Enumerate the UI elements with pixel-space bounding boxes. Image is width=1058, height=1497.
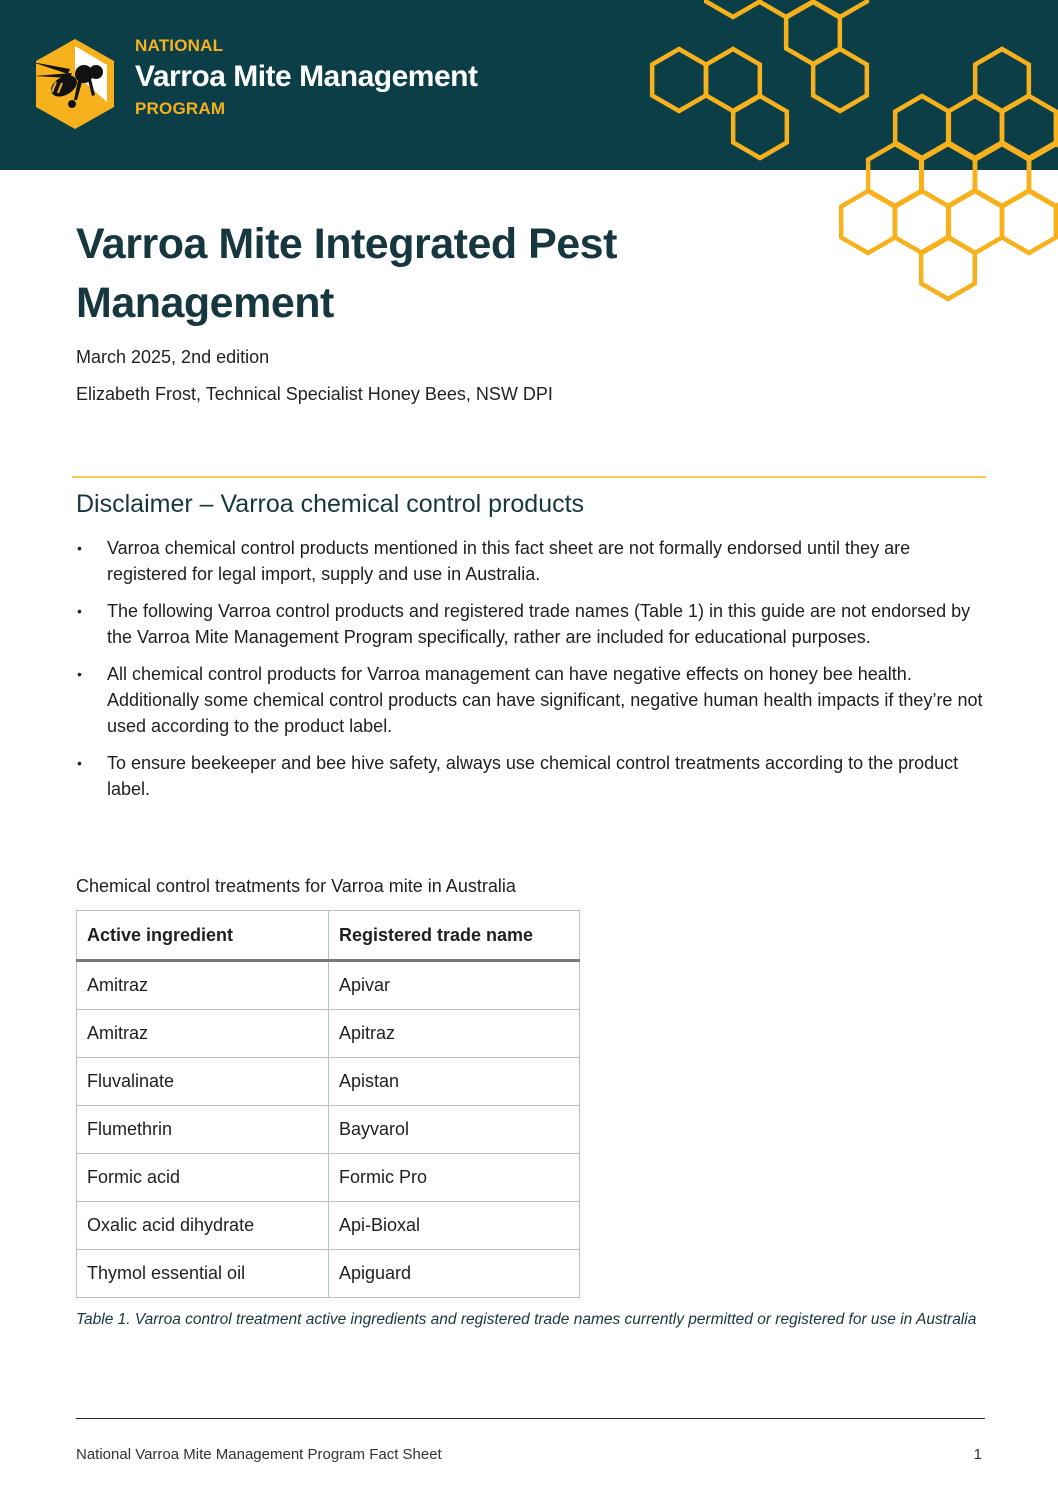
- list-item: [76, 535, 986, 587]
- table-row: [77, 1202, 580, 1250]
- disclaimer-heading: Disclaimer – Varroa chemical control products: [76, 490, 585, 518]
- bullet-text: To ensure beekeeper and bee hive safety, always use chemical control treatments according to the product label.: [107, 753, 959, 799]
- footer-divider: [76, 1418, 985, 1419]
- table-row: [77, 1106, 580, 1154]
- trade-name-cell: Apivar: [329, 961, 580, 1010]
- column-header-trade-name: Registered trade name: [329, 911, 580, 961]
- trade-name-cell: Apitraz: [329, 1010, 580, 1058]
- page-title: Varroa Mite Integrated Pest Management: [76, 220, 617, 327]
- trade-name-cell: Apiguard: [329, 1250, 580, 1298]
- trade-name-cell: Bayvarol: [329, 1106, 580, 1154]
- brand-name: Varroa Mite Management: [135, 60, 478, 93]
- honeycomb-hexagon: [948, 191, 1002, 253]
- page-number: 1: [973, 1446, 982, 1463]
- table-row: [77, 1058, 580, 1106]
- trade-name-cell: Formic Pro: [329, 1154, 580, 1202]
- section-divider: [72, 476, 986, 478]
- bullet-text: All chemical control products for Varroa management can have negative effects on honey bee health. Additionally some chemical control products can have significant, negative human health impacts if they’re not used according to the product label.: [107, 664, 983, 736]
- bullet-icon: •: [77, 666, 82, 682]
- list-item: [76, 750, 986, 802]
- honeycomb-hexagon: [895, 191, 949, 253]
- program-brand: [135, 36, 477, 119]
- bullet-text: Varroa chemical control products mentioned in this fact sheet are not formally endorsed until they are registered for legal import, supply and use in Australia.: [107, 538, 911, 584]
- active-ingredient-cell: Thymol essential oil: [77, 1250, 329, 1298]
- table-row: [77, 1154, 580, 1202]
- active-ingredient-cell: Formic acid: [77, 1154, 329, 1202]
- honeycomb-hexagon: [921, 237, 975, 299]
- bullet-icon: •: [77, 755, 82, 771]
- list-item: [76, 598, 986, 650]
- bullet-text: The following Varroa control products and registered trade names (Table 1) in this guide are not endorsed by the Varroa Mite Management Program specifically, rather are included for educational purposes.: [107, 601, 971, 647]
- bee-hexagon-logo-icon: [30, 36, 120, 132]
- bullet-icon: •: [77, 603, 82, 619]
- table-row: [77, 1250, 580, 1298]
- column-header-active-ingredient: Active ingredient: [77, 911, 329, 961]
- active-ingredient-cell: Amitraz: [77, 961, 329, 1010]
- footer-title: National Varroa Mite Management Program Fact Sheet: [76, 1446, 442, 1463]
- active-ingredient-cell: Oxalic acid dihydrate: [77, 1202, 329, 1250]
- disclaimer-list: [76, 535, 986, 813]
- table-note: Table 1. Varroa control treatment active ingredients and registered trade names currently permitted or registered for use in Australia: [76, 1311, 977, 1328]
- honeycomb-hexagon: [841, 191, 895, 253]
- table-header-row: [77, 911, 580, 961]
- table-caption: Chemical control treatments for Varroa mite in Australia: [76, 876, 516, 896]
- author-line: Elizabeth Frost, Technical Specialist Honey Bees, NSW DPI: [76, 384, 553, 404]
- list-item: [76, 661, 986, 739]
- brand-program: PROGRAM: [135, 99, 226, 118]
- active-ingredient-cell: Amitraz: [77, 1010, 329, 1058]
- treatments-table: [76, 910, 580, 1298]
- bullet-icon: •: [77, 540, 82, 556]
- table-row: [77, 1010, 580, 1058]
- honeycomb-hexagon: [1002, 191, 1056, 253]
- active-ingredient-cell: Flumethrin: [77, 1106, 329, 1154]
- active-ingredient-cell: Fluvalinate: [77, 1058, 329, 1106]
- brand-national: NATIONAL: [135, 36, 224, 55]
- date-edition: March 2025, 2nd edition: [76, 347, 270, 367]
- table-row: [77, 961, 580, 1010]
- trade-name-cell: Apistan: [329, 1058, 580, 1106]
- trade-name-cell: Api-Bioxal: [329, 1202, 580, 1250]
